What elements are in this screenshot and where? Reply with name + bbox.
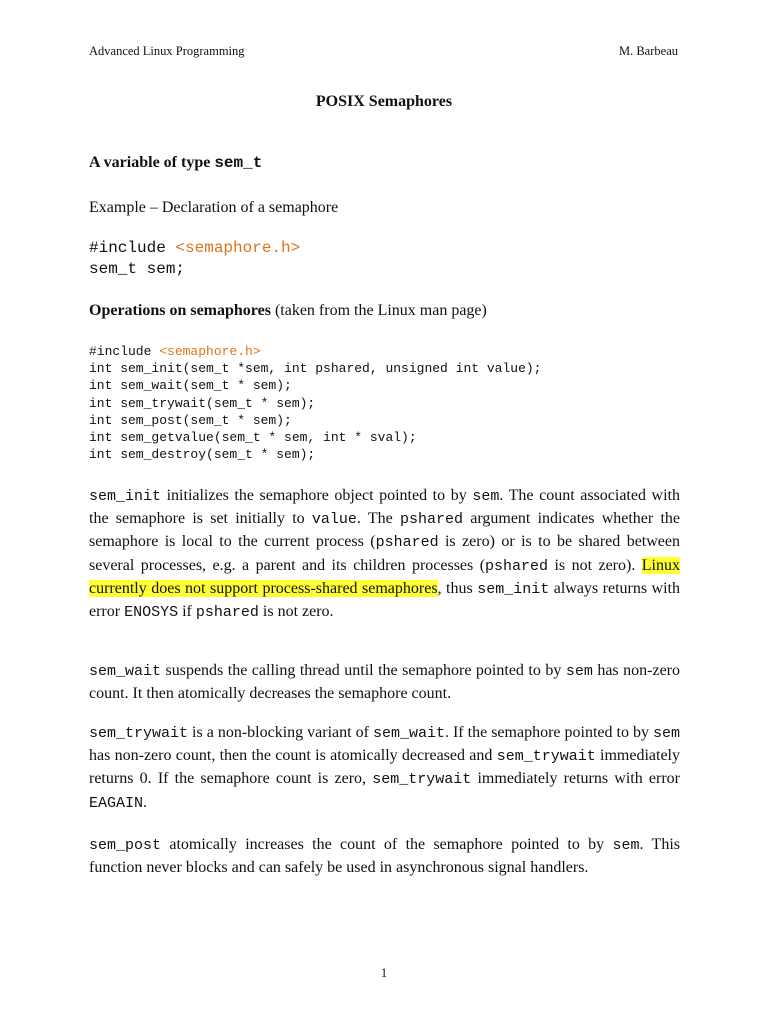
operations-heading-bold: Operations on semaphores bbox=[89, 302, 271, 319]
text-run: argument indicates whether the semaphore is local to the current process ( bbox=[89, 510, 681, 551]
text-run: . bbox=[143, 793, 148, 811]
page-title: POSIX Semaphores bbox=[315, 93, 453, 110]
text-run: has non-zero count. It then atomically decreases the semaphore count. bbox=[89, 662, 681, 703]
code-term: pshared bbox=[195, 604, 259, 622]
code-term: sem_init bbox=[89, 488, 162, 505]
operations-heading bbox=[89, 302, 487, 320]
code-term: sem_trywait bbox=[496, 748, 596, 766]
header-title: Advanced Linux Programming bbox=[89, 44, 245, 58]
paragraph-sem-wait bbox=[89, 660, 680, 705]
text-run: immediately returns 0. If the semaphore count is zero, bbox=[89, 747, 680, 788]
code-term: value bbox=[311, 511, 357, 529]
code-term: sem bbox=[653, 725, 681, 742]
text-run: . The count associated with the semaphore is set initially to bbox=[89, 487, 681, 528]
code-line: int sem_init(sem_t *sem, int pshared, unsigned int value); bbox=[89, 361, 542, 377]
text-run: . This function never blocks and can safely be used in asynchronous signal handlers. bbox=[89, 836, 680, 877]
include-keyword: #include bbox=[89, 239, 176, 257]
text-run: has non-zero count, then the count is atomically decreased and bbox=[89, 747, 497, 765]
text-run: . The bbox=[356, 510, 400, 528]
example-declaration-line: sem_t sem; bbox=[89, 260, 186, 278]
section-heading-text: A variable of type bbox=[89, 154, 215, 171]
code-term: pshared bbox=[485, 557, 549, 575]
header-author: M. Barbeau bbox=[618, 44, 678, 58]
code-line: int sem_getvalue(sem_t * sem, int * sval); bbox=[89, 430, 417, 446]
code-line: int sem_post(sem_t * sem); bbox=[89, 412, 292, 428]
paragraph-sem-init bbox=[89, 485, 680, 624]
code-term: ENOSYS bbox=[124, 604, 179, 622]
code-line: int sem_wait(sem_t * sem); bbox=[89, 378, 292, 394]
code-term: sem_trywait bbox=[372, 771, 472, 789]
highlighted-text: Linux currently does not support process-shared semaphores bbox=[89, 556, 680, 597]
code-term: sem bbox=[472, 488, 500, 505]
text-run: . If the semaphore pointed to by bbox=[444, 724, 653, 741]
text-run: if bbox=[178, 603, 196, 621]
ops-include-header: <semaphore.h> bbox=[159, 344, 261, 359]
code-term: sem_post bbox=[89, 837, 162, 854]
page-number: 1 bbox=[380, 966, 388, 980]
text-run: always returns with error bbox=[89, 579, 681, 621]
example-label: Example – Declaration of a semaphore bbox=[89, 199, 339, 216]
code-term: EAGAIN bbox=[89, 794, 144, 812]
code-term: sem_wait bbox=[372, 725, 445, 742]
code-line: int sem_destroy(sem_t * sem); bbox=[89, 447, 316, 463]
text-run: is not zero. bbox=[258, 603, 334, 621]
example-include-line bbox=[89, 238, 300, 258]
operations-heading-rest: (taken from the Linux man page) bbox=[270, 302, 487, 319]
text-run: immediately returns with error bbox=[471, 770, 680, 788]
text-run: suspends the calling thread until the semaphore pointed to by bbox=[161, 662, 566, 679]
code-term: sem_trywait bbox=[89, 725, 189, 742]
code-term: pshared bbox=[375, 534, 439, 552]
paragraph-sem-post bbox=[89, 834, 680, 879]
operations-code-block bbox=[89, 343, 541, 463]
text-run: is zero) or is to be shared between several processes, e.g. a parent and its children processes ( bbox=[89, 533, 681, 574]
code-term: sem bbox=[565, 663, 593, 680]
code-term: sem_wait bbox=[89, 663, 162, 680]
text-run: atomically increases the count of the semaphore pointed to by bbox=[161, 836, 613, 853]
code-line: int sem_trywait(sem_t * sem); bbox=[89, 395, 316, 411]
text-run: initializes the semaphore object pointed to by bbox=[161, 487, 473, 504]
include-header: <semaphore.h> bbox=[175, 239, 301, 257]
section-heading-code: sem_t bbox=[214, 154, 263, 172]
section-heading-variable bbox=[89, 154, 262, 172]
paragraph-sem-trywait bbox=[89, 722, 680, 815]
ops-include-keyword: #include bbox=[89, 344, 160, 359]
text-run: is a non-blocking variant of bbox=[188, 724, 373, 741]
code-term: pshared bbox=[399, 511, 463, 529]
code-term: sem bbox=[612, 837, 640, 854]
text-run: is not zero). bbox=[548, 556, 642, 574]
code-term: sem_init bbox=[477, 580, 550, 598]
text-run: , thus bbox=[437, 579, 478, 597]
